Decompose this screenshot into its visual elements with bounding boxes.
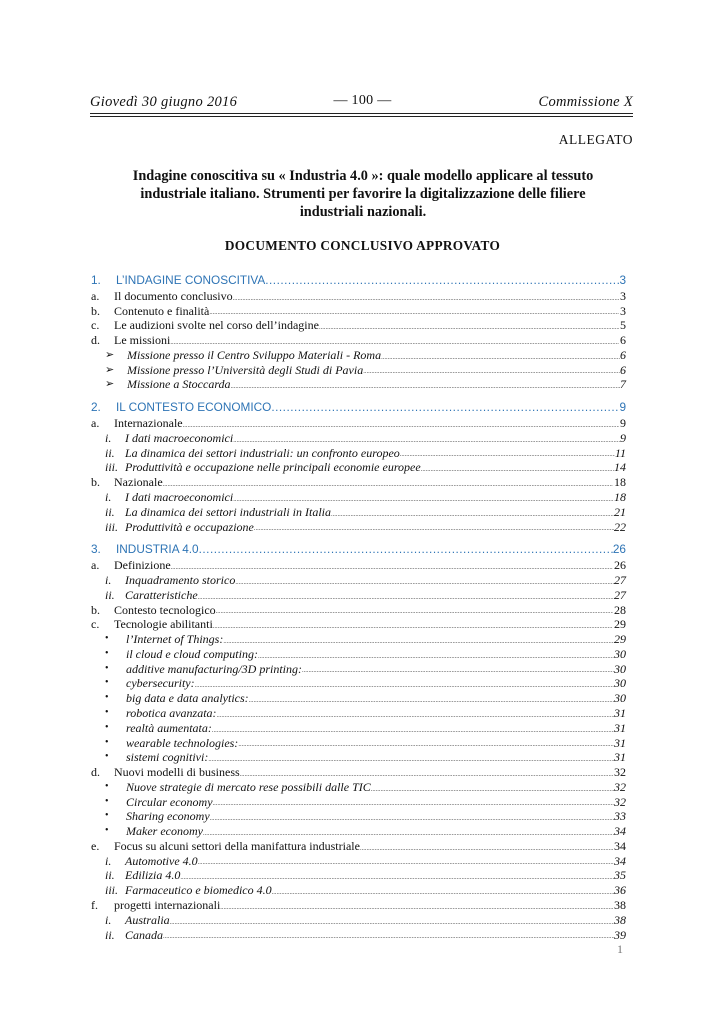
toc-entry[interactable] — [91, 588, 626, 603]
toc-entry[interactable] — [91, 883, 626, 898]
toc-entry[interactable] — [91, 839, 626, 854]
toc-leader-dots — [170, 917, 614, 928]
document-subtitle: DOCUMENTO CONCLUSIVO APPROVATO — [224, 238, 501, 253]
toc-entry[interactable] — [91, 898, 626, 913]
toc-page-number: 34 — [614, 838, 626, 853]
toc-leader-dots — [213, 621, 613, 632]
toc-label: Tecnologie abilitanti — [114, 617, 213, 632]
toc-label: Nazionale — [114, 475, 163, 490]
toc-leader-dots — [254, 523, 614, 534]
toc-number: c. — [91, 617, 100, 632]
toc-leader-dots — [265, 272, 619, 289]
toc-label: Il documento conclusivo — [114, 288, 233, 303]
toc-number: ii. — [105, 868, 115, 883]
toc-page-number: 9 — [619, 400, 626, 415]
toc-label: realtà aumentata: — [126, 720, 212, 735]
toc-number: iii. — [105, 460, 119, 475]
toc-leader-dots — [163, 931, 614, 942]
toc-label: Produttività e occupazione — [125, 519, 254, 534]
toc-leader-dots — [180, 872, 614, 883]
bullet-icon: • — [105, 751, 109, 763]
toc-page-number: 18 — [614, 475, 626, 490]
toc-entry[interactable] — [91, 333, 626, 348]
toc-page-number: 14 — [614, 460, 626, 475]
toc-leader-dots — [183, 420, 619, 431]
toc-leader-dots — [216, 606, 613, 617]
toc-leader-dots — [208, 754, 614, 765]
toc-page-number: 30 — [614, 676, 626, 691]
toc-entry[interactable] — [91, 348, 626, 363]
toc-number: ii. — [105, 504, 115, 519]
toc-leader-dots — [171, 562, 613, 573]
toc-label: sistemi cognitivi: — [126, 750, 209, 765]
toc-page-number: 9 — [620, 430, 626, 445]
toc-entry[interactable] — [91, 854, 626, 869]
toc-leader-dots — [331, 509, 614, 520]
toc-page-number: 30 — [614, 646, 626, 661]
toc-label: big data e data analytics: — [126, 691, 249, 706]
toc-page-number: 31 — [614, 750, 626, 765]
allegato-label: ALLEGATO — [558, 132, 633, 147]
toc-label: Contenuto e finalità — [114, 303, 210, 318]
toc-section[interactable] — [91, 541, 626, 558]
toc-label: Circular economy — [126, 794, 213, 809]
toc-page-number: 31 — [614, 735, 626, 750]
toc-leader-dots — [360, 843, 613, 854]
toc-entry[interactable] — [91, 824, 626, 839]
toc-label: IL CONTESTO ECONOMICO — [116, 400, 272, 415]
toc-label: Internazionale — [114, 416, 183, 431]
toc-label: Sharing economy — [126, 809, 210, 824]
toc-entry[interactable] — [91, 706, 626, 721]
toc-page-number: 11 — [614, 445, 626, 460]
toc-page-number: 28 — [614, 602, 626, 617]
toc-leader-dots — [238, 739, 614, 750]
toc-number: i. — [105, 572, 112, 587]
toc-leader-dots — [400, 449, 615, 460]
toc-page-number: 3 — [620, 303, 626, 318]
toc-entry[interactable] — [91, 780, 626, 795]
toc-label: Nuove strategie di mercato rese possibili dalle TIC — [126, 779, 371, 794]
toc-leader-dots — [319, 322, 619, 333]
toc-label: Caratteristiche — [125, 587, 198, 602]
toc-entry[interactable] — [91, 632, 626, 647]
toc-entry[interactable] — [91, 868, 626, 883]
toc-leader-dots — [170, 337, 619, 348]
toc-page-number: 31 — [614, 720, 626, 735]
toc-number: ii. — [105, 587, 115, 602]
arrow-bullet-icon: ➢ — [105, 363, 115, 376]
toc-number: iii. — [105, 883, 119, 898]
header-page-number: — 100 — — [333, 93, 392, 108]
toc-leader-dots — [163, 479, 613, 490]
toc-entry[interactable] — [91, 490, 626, 505]
toc-page-number: 6 — [620, 333, 626, 348]
toc-section[interactable] — [91, 272, 626, 289]
toc-section[interactable] — [91, 399, 626, 416]
toc-page-number: 32 — [614, 794, 626, 809]
page-footer-number: 1 — [617, 942, 623, 956]
toc-label: Le audizioni svolte nel corso dell’indagine — [114, 318, 319, 333]
toc-page-number: 31 — [614, 705, 626, 720]
toc-number: i. — [105, 430, 112, 445]
toc-entry[interactable] — [91, 460, 626, 475]
toc-label: Nuovi modelli di business — [114, 765, 240, 780]
toc-page-number: 26 — [612, 542, 626, 557]
toc-entry[interactable] — [91, 928, 626, 943]
bullet-icon: • — [105, 736, 109, 748]
toc-label: Farmaceutico e biomedico 4.0 — [125, 883, 272, 898]
toc-entry[interactable] — [91, 647, 626, 662]
toc-label: Australia — [125, 912, 170, 927]
toc-number: 2. — [91, 400, 101, 415]
toc-number: a. — [91, 416, 100, 431]
toc-leader-dots — [235, 577, 614, 588]
toc-page-number: 22 — [614, 519, 626, 534]
bullet-icon: • — [105, 632, 109, 644]
toc-number: b. — [91, 475, 100, 490]
toc-entry[interactable] — [91, 573, 626, 588]
toc-label: il cloud e cloud computing: — [126, 646, 258, 661]
toc-leader-dots — [371, 784, 614, 795]
toc-page-number: 34 — [614, 853, 626, 868]
toc-entry[interactable] — [91, 721, 626, 736]
header-rule-double — [90, 116, 633, 117]
header-commission: Commissione X — [538, 94, 633, 110]
toc-label: Automotive 4.0 — [125, 853, 198, 868]
toc-page-number: 26 — [614, 558, 626, 573]
bullet-icon: • — [105, 647, 109, 659]
toc-leader-dots — [203, 828, 614, 839]
bullet-icon: • — [105, 692, 109, 704]
header-date: Giovedì 30 giugno 2016 — [90, 94, 238, 110]
toc-page-number: 30 — [614, 661, 626, 676]
toc-leader-dots — [421, 464, 614, 475]
bullet-icon: • — [105, 810, 109, 822]
toc-leader-dots — [271, 399, 619, 416]
toc-label: I dati macroeconomici — [125, 489, 234, 504]
toc-leader-dots — [249, 695, 614, 706]
toc-leader-dots — [233, 435, 620, 446]
toc-label: Edilizia 4.0 — [125, 868, 181, 883]
toc-label: Missione presso il Centro Sviluppo Materiali - Roma — [127, 347, 382, 362]
toc-number: d. — [91, 765, 100, 780]
toc-entry[interactable] — [91, 304, 626, 319]
toc-entry[interactable] — [91, 505, 626, 520]
toc-leader-dots — [231, 381, 620, 392]
toc-entry[interactable] — [91, 765, 626, 780]
toc-entry[interactable] — [91, 809, 626, 824]
toc-page-number: 27 — [614, 587, 626, 602]
toc-page-number: 7 — [620, 377, 626, 392]
toc-label: La dinamica dei settori industriali in Italia — [125, 504, 332, 519]
toc-entry[interactable] — [91, 913, 626, 928]
toc-number: f. — [91, 898, 98, 913]
toc-number: 1. — [91, 273, 101, 287]
toc-leader-dots — [213, 798, 614, 809]
toc-page-number: 33 — [614, 809, 626, 824]
toc-label: L’INDAGINE CONOSCITIVA — [116, 273, 266, 287]
toc-number: i. — [105, 489, 112, 504]
toc-page-number: 21 — [614, 504, 626, 519]
toc-page-number: 3 — [620, 288, 626, 303]
toc-leader-dots — [258, 651, 614, 662]
toc-page-number: 5 — [620, 318, 626, 333]
toc-entry[interactable] — [91, 446, 626, 461]
toc-page-number: 36 — [614, 883, 626, 898]
toc-entry[interactable] — [91, 520, 626, 535]
toc-number: c. — [91, 318, 100, 333]
toc-label: additive manufacturing/3D printing: — [126, 661, 302, 676]
toc-number: i. — [105, 912, 112, 927]
toc-label: Missione presso l’Università degli Studi di Pavia — [127, 362, 364, 377]
toc-entry[interactable] — [91, 431, 626, 446]
toc-label: I dati macroeconomici — [125, 430, 234, 445]
toc-entry[interactable] — [91, 318, 626, 333]
toc-page-number: 38 — [614, 912, 626, 927]
toc-number: a. — [91, 288, 100, 303]
toc-leader-dots — [199, 541, 613, 558]
toc-leader-dots — [198, 592, 614, 603]
toc-entry[interactable] — [91, 736, 626, 751]
toc-number: e. — [91, 838, 100, 853]
toc-entry[interactable] — [91, 416, 626, 431]
toc-label: Contesto tecnologico — [114, 602, 216, 617]
toc-page-number: 38 — [614, 898, 626, 913]
toc-leader-dots — [233, 494, 614, 505]
toc-page-number: 18 — [614, 489, 626, 504]
toc-page-number: 6 — [620, 362, 626, 377]
bullet-icon: • — [105, 677, 109, 689]
toc-label: Missione a Stoccarda — [127, 377, 231, 392]
toc-entry[interactable] — [91, 603, 626, 618]
toc-number: ii. — [105, 445, 115, 460]
bullet-icon: • — [105, 825, 109, 837]
toc-label: Canada — [125, 927, 164, 942]
toc-page-number: 32 — [614, 765, 626, 780]
toc-number: 3. — [91, 542, 101, 557]
bullet-icon: • — [105, 780, 109, 792]
toc-entry[interactable] — [91, 475, 626, 490]
toc-page-number: 6 — [620, 347, 626, 362]
toc-page-number: 29 — [614, 617, 626, 632]
toc-page-number: 30 — [614, 691, 626, 706]
toc-page-number: 29 — [614, 631, 626, 646]
toc-leader-dots — [240, 769, 613, 780]
toc-page-number: 34 — [614, 824, 626, 839]
toc-number: d. — [91, 333, 100, 348]
toc-entry[interactable] — [91, 676, 626, 691]
toc-leader-dots — [302, 665, 614, 676]
toc-leader-dots — [212, 725, 614, 736]
toc-page-number: 35 — [614, 868, 626, 883]
toc-entry[interactable] — [91, 750, 626, 765]
toc-entry[interactable] — [91, 617, 626, 632]
bullet-icon: • — [105, 795, 109, 807]
toc-label: l’Internet of Things: — [126, 631, 224, 646]
toc-leader-dots — [272, 887, 614, 898]
toc-number: a. — [91, 558, 100, 573]
toc-page-number: 9 — [620, 416, 626, 431]
bullet-icon: • — [105, 721, 109, 733]
toc-label: Produttività e occupazione nelle principali economie europee — [125, 460, 421, 475]
header-rule — [90, 113, 633, 114]
toc-leader-dots — [217, 710, 614, 721]
toc-number: i. — [105, 853, 112, 868]
toc-page-number: 3 — [619, 273, 626, 287]
toc-label: robotica avanzata: — [126, 705, 217, 720]
table-of-contents — [91, 272, 626, 942]
toc-label: progetti internazionali — [114, 898, 221, 913]
arrow-bullet-icon: ➢ — [105, 348, 115, 361]
toc-entry[interactable] — [91, 691, 626, 706]
toc-leader-dots — [220, 902, 613, 913]
toc-label: Inquadramento storico — [125, 572, 236, 587]
toc-label: Maker economy — [126, 824, 203, 839]
toc-leader-dots — [381, 352, 620, 363]
document-title: Indagine conoscitiva su « Industria 4.0 »: quale modello applicare al tessuto industriale italiano. Strumenti per favorire la digitalizzazione delle filiere industriali nazionali. — [132, 168, 594, 220]
bullet-icon: • — [105, 706, 109, 718]
toc-number: ii. — [105, 927, 115, 942]
toc-entry[interactable] — [91, 363, 626, 378]
toc-label: cybersecurity: — [126, 676, 195, 691]
toc-page-number: 39 — [614, 927, 626, 942]
toc-page-number: 27 — [614, 572, 626, 587]
toc-label: Le missioni — [114, 333, 171, 348]
toc-page-number: 32 — [614, 779, 626, 794]
toc-label: wearable technologies: — [126, 735, 239, 750]
toc-leader-dots — [210, 813, 614, 824]
arrow-bullet-icon: ➢ — [105, 378, 115, 391]
toc-label: Focus su alcuni settori della manifattura industriale — [114, 838, 360, 853]
toc-entry[interactable] — [91, 377, 626, 392]
toc-label: INDUSTRIA 4.0 — [116, 542, 199, 557]
bullet-icon: • — [105, 662, 109, 674]
toc-leader-dots — [209, 307, 619, 318]
toc-leader-dots — [198, 857, 614, 868]
toc-leader-dots — [195, 680, 614, 691]
toc-label: Definizione — [114, 558, 171, 573]
toc-label: La dinamica dei settori industriali: un confronto europeo — [125, 445, 400, 460]
toc-entry[interactable] — [91, 662, 626, 677]
toc-leader-dots — [233, 293, 619, 304]
toc-number: b. — [91, 602, 100, 617]
toc-leader-dots — [223, 636, 614, 647]
toc-number: b. — [91, 303, 100, 318]
toc-entry[interactable] — [91, 795, 626, 810]
toc-number: iii. — [105, 519, 119, 534]
toc-entry[interactable] — [91, 558, 626, 573]
toc-leader-dots — [363, 366, 620, 377]
toc-entry[interactable] — [91, 289, 626, 304]
